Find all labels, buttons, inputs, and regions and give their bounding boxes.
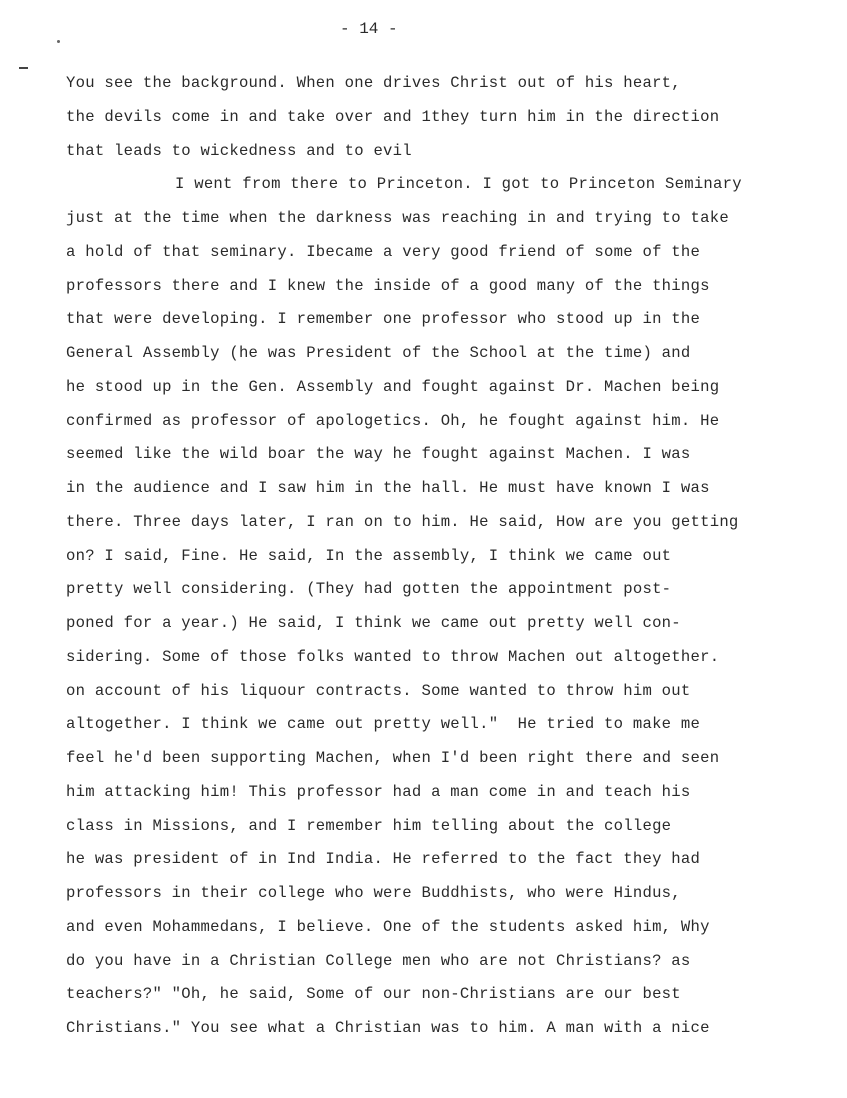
text-line: just at the time when the darkness was reaching in and trying to take bbox=[66, 209, 729, 227]
text-line: I went from there to Princeton. I got to Princeton Seminary bbox=[175, 175, 742, 194]
text-line: General Assembly (he was President of the School at the time) and bbox=[66, 344, 691, 362]
text-line: professors there and I knew the inside of a good many of the things bbox=[66, 276, 710, 295]
text-line: feel he'd been supporting Machen, when I'd been right there and seen bbox=[66, 749, 720, 767]
text-line: poned for a year.) He said, I think we came out pretty well con- bbox=[66, 614, 681, 632]
text-line: that leads to wickedness and to evil bbox=[66, 141, 412, 160]
scan-speck bbox=[57, 40, 60, 43]
text-line: and even Mohammedans, I believe. One of the students asked him, Why bbox=[66, 917, 710, 936]
text-line: on? I said, Fine. He said, In the assembly, I think we came out bbox=[66, 546, 672, 565]
document-body bbox=[66, 72, 826, 1051]
text-line: on account of his liquour contracts. Some wanted to throw him out bbox=[66, 681, 691, 700]
text-line: that were developing. I remember one professor who stood up in the bbox=[66, 310, 701, 329]
page-number: - 14 - bbox=[340, 20, 398, 38]
text-line: him attacking him! This professor had a man come in and teach his bbox=[66, 782, 691, 801]
text-line: pretty well considering. (They had gotten the appointment post- bbox=[66, 580, 672, 599]
text-line: in the audience and I saw him in the hall. He must have known I was bbox=[66, 479, 710, 497]
text-line: there. Three days later, I ran on to him. He said, How are you getting bbox=[66, 512, 739, 531]
text-line: sidering. Some of those folks wanted to throw Machen out altogether. bbox=[66, 647, 720, 666]
text-line: altogether. I think we came out pretty well." He tried to make me bbox=[66, 715, 701, 734]
text-line: professors in their college who were Buddhists, who were Hindus, bbox=[66, 884, 681, 902]
text-line: he was president of in Ind India. He referred to the fact they had bbox=[66, 850, 701, 869]
text-line: Christians." You see what a Christian was to him. A man with a nice bbox=[66, 1019, 710, 1037]
text-line: he stood up in the Gen. Assembly and fought against Dr. Machen being bbox=[66, 377, 720, 396]
text-line: teachers?" "Oh, he said, Some of our non-Christians are our best bbox=[66, 985, 681, 1004]
text-line: confirmed as professor of apologetics. Oh, he fought against him. He bbox=[66, 411, 720, 430]
text-line: seemed like the wild boar the way he fought against Machen. I was bbox=[66, 445, 691, 464]
text-line: a hold of that seminary. Ibecame a very good friend of some of the bbox=[66, 242, 701, 261]
text-line: the devils come in and take over and 1they turn him in the direction bbox=[66, 107, 720, 126]
text-line: You see the background. When one drives Christ out of his heart, bbox=[66, 74, 681, 92]
text-line: do you have in a Christian College men who are not Christians? as bbox=[66, 951, 691, 970]
text-line: class in Missions, and I remember him telling about the college bbox=[66, 816, 672, 835]
margin-mark bbox=[19, 67, 28, 69]
